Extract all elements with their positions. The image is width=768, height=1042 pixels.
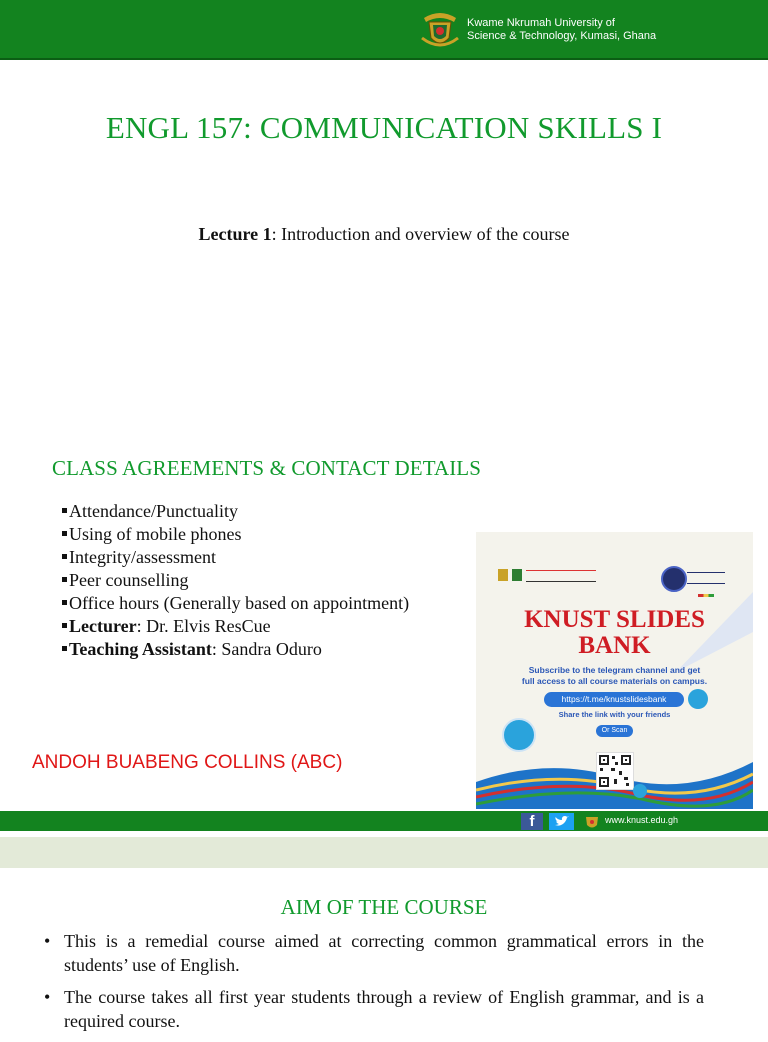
promo-subtitle-line2: full access to all course materials on campus. [521, 676, 708, 686]
flag-dots-icon [698, 594, 714, 597]
telegram-icon-large [502, 718, 536, 752]
website-link[interactable]: www.knust.edu.gh [605, 815, 679, 825]
square-bullet-icon [62, 577, 67, 582]
list-item [62, 523, 409, 546]
telegram-icon-small [633, 784, 647, 798]
knust-crest-small-icon [583, 812, 601, 831]
scan-label: Or Scan [596, 725, 633, 737]
promo-card[interactable] [476, 532, 753, 809]
list-item [62, 592, 409, 615]
author-name: ANDOH BUABENG COLLINS (ABC) [32, 752, 343, 773]
promo-title-line2: BANK [578, 632, 651, 659]
list-item [62, 500, 409, 523]
src-text-lines [526, 570, 596, 582]
university-name-line1: Kwame Nkrumah University of [467, 17, 615, 29]
list-item: • This is a remedial course aimed at correcting common grammatical errors in the students’ use of English. [44, 930, 704, 977]
list-item-text: Office hours (Generally based on appointment) [69, 593, 410, 613]
lecture-label: Lecture 1 [198, 224, 272, 244]
src-logo-icon [512, 569, 522, 581]
qr-pattern-icon [597, 753, 633, 789]
aim-heading: AIM OF THE COURSE [280, 895, 488, 919]
qr-code[interactable] [596, 752, 634, 790]
promo-title-line1: KNUST SLIDES [524, 606, 705, 633]
abc-badge-icon [661, 566, 687, 592]
list-item-text: : Dr. Elvis ResCue [136, 616, 271, 636]
square-bullet-icon [62, 600, 67, 605]
list-item [62, 569, 409, 592]
list-item-text: Using of mobile phones [69, 524, 242, 544]
lecture-text: : Introduction and overview of the course [271, 224, 570, 244]
share-text: Share the link with your friends [558, 710, 671, 719]
lecture-subtitle [0, 224, 768, 245]
list-item-text: Attendance/Punctuality [69, 501, 238, 521]
agreements-heading: CLASS AGREEMENTS & CONTACT DETAILS [52, 456, 482, 480]
aim-list [44, 930, 704, 1042]
list-item-text: Peer counselling [69, 570, 189, 590]
abc-text-lines [687, 572, 725, 584]
square-bullet-icon [62, 508, 67, 513]
knust-crest-icon [420, 8, 460, 50]
square-bullet-icon [62, 646, 67, 651]
twitter-icon[interactable] [549, 813, 574, 830]
course-title: ENGL 157: COMMUNICATION SKILLS I [105, 110, 663, 145]
crest-icon [498, 569, 508, 581]
list-item [62, 638, 409, 661]
university-name-line2: Science & Technology, Kumasi, Ghana [467, 30, 657, 42]
square-bullet-icon [62, 531, 67, 536]
list-item-bold: Teaching Assistant [69, 639, 212, 659]
square-bullet-icon [62, 623, 67, 628]
list-item [62, 615, 409, 638]
slide-separator [0, 837, 768, 868]
list-item-bold: Lecturer [69, 616, 137, 636]
telegram-icon[interactable] [688, 689, 708, 709]
square-bullet-icon [62, 554, 67, 559]
list-item-text: Integrity/assessment [69, 547, 216, 567]
telegram-link[interactable]: https://t.me/knustslidesbank [544, 692, 684, 707]
promo-title [476, 607, 753, 659]
list-item [62, 546, 409, 569]
promo-subtitle-line1: Subscribe to the telegram channel and get [528, 665, 701, 675]
list-item-text: : Sandra Oduro [211, 639, 322, 659]
facebook-icon[interactable]: f [521, 813, 543, 830]
list-item: • The course takes all first year students through a review of English grammar, and is a required course. [44, 986, 704, 1033]
agreements-list [62, 500, 409, 661]
promo-subtitle [476, 665, 753, 687]
university-name [467, 17, 656, 43]
